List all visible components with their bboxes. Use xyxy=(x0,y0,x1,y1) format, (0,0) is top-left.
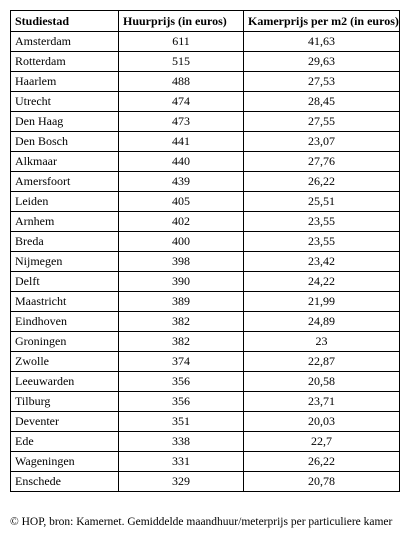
cell-city: Groningen xyxy=(11,332,119,352)
cell-price-per-m2: 27,76 xyxy=(244,152,400,172)
cell-rent: 331 xyxy=(119,452,244,472)
cell-price-per-m2: 41,63 xyxy=(244,32,400,52)
header-huurprijs: Huurprijs (in euros) xyxy=(119,11,244,32)
table-row xyxy=(11,212,400,232)
header-studiestad: Studiestad xyxy=(11,11,119,32)
cell-rent: 474 xyxy=(119,92,244,112)
cell-rent: 398 xyxy=(119,252,244,272)
cell-city: Breda xyxy=(11,232,119,252)
cell-price-per-m2: 25,51 xyxy=(244,192,400,212)
table-row xyxy=(11,372,400,392)
cell-city: Enschede xyxy=(11,472,119,492)
table-body xyxy=(11,32,400,492)
table-row xyxy=(11,312,400,332)
cell-rent: 488 xyxy=(119,72,244,92)
cell-rent: 374 xyxy=(119,352,244,372)
cell-city: Ede xyxy=(11,432,119,452)
cell-price-per-m2: 20,03 xyxy=(244,412,400,432)
cell-price-per-m2: 23,42 xyxy=(244,252,400,272)
cell-city: Den Bosch xyxy=(11,132,119,152)
cell-rent: 405 xyxy=(119,192,244,212)
table-row xyxy=(11,92,400,112)
cell-price-per-m2: 22,87 xyxy=(244,352,400,372)
table-row xyxy=(11,52,400,72)
cell-price-per-m2: 28,45 xyxy=(244,92,400,112)
cell-rent: 400 xyxy=(119,232,244,252)
cell-city: Utrecht xyxy=(11,92,119,112)
table-row xyxy=(11,132,400,152)
cell-rent: 515 xyxy=(119,52,244,72)
cell-price-per-m2: 29,63 xyxy=(244,52,400,72)
cell-rent: 356 xyxy=(119,372,244,392)
cell-city: Leiden xyxy=(11,192,119,212)
cell-city: Eindhoven xyxy=(11,312,119,332)
cell-price-per-m2: 23,55 xyxy=(244,212,400,232)
cell-price-per-m2: 20,58 xyxy=(244,372,400,392)
cell-rent: 473 xyxy=(119,112,244,132)
cell-city: Zwolle xyxy=(11,352,119,372)
cell-rent: 402 xyxy=(119,212,244,232)
header-kamerprijs-per-m2: Kamerprijs per m2 (in euros) xyxy=(244,11,400,32)
cell-city: Leeuwarden xyxy=(11,372,119,392)
cell-price-per-m2: 23,07 xyxy=(244,132,400,152)
cell-rent: 356 xyxy=(119,392,244,412)
cell-rent: 439 xyxy=(119,172,244,192)
cell-price-per-m2: 22,7 xyxy=(244,432,400,452)
cell-city: Tilburg xyxy=(11,392,119,412)
table-row xyxy=(11,112,400,132)
cell-city: Wageningen xyxy=(11,452,119,472)
source-caption: © HOP, bron: Kamernet. Gemiddelde maandhuur/meterprijs per particuliere kamer xyxy=(10,516,393,528)
cell-price-per-m2: 23,55 xyxy=(244,232,400,252)
cell-rent: 389 xyxy=(119,292,244,312)
cell-city: Alkmaar xyxy=(11,152,119,172)
cell-rent: 338 xyxy=(119,432,244,452)
cell-city: Haarlem xyxy=(11,72,119,92)
cell-city: Nijmegen xyxy=(11,252,119,272)
cell-rent: 382 xyxy=(119,312,244,332)
table-row xyxy=(11,272,400,292)
cell-city: Deventer xyxy=(11,412,119,432)
cell-price-per-m2: 26,22 xyxy=(244,452,400,472)
table-header xyxy=(11,11,400,32)
cell-price-per-m2: 24,89 xyxy=(244,312,400,332)
table-row xyxy=(11,192,400,212)
cell-city: Arnhem xyxy=(11,212,119,232)
table-row xyxy=(11,332,400,352)
table-row xyxy=(11,72,400,92)
cell-city: Amersfoort xyxy=(11,172,119,192)
table-row xyxy=(11,432,400,452)
cell-price-per-m2: 23,71 xyxy=(244,392,400,412)
table-row xyxy=(11,232,400,252)
table-row xyxy=(11,172,400,192)
table-row xyxy=(11,392,400,412)
rent-table xyxy=(10,10,400,492)
cell-city: Maastricht xyxy=(11,292,119,312)
table-row xyxy=(11,412,400,432)
cell-price-per-m2: 27,55 xyxy=(244,112,400,132)
cell-city: Rotterdam xyxy=(11,52,119,72)
cell-city: Amsterdam xyxy=(11,32,119,52)
table-row xyxy=(11,252,400,272)
cell-rent: 441 xyxy=(119,132,244,152)
cell-city: Delft xyxy=(11,272,119,292)
table-row xyxy=(11,352,400,372)
table-row xyxy=(11,452,400,472)
header-row xyxy=(11,11,400,32)
cell-price-per-m2: 21,99 xyxy=(244,292,400,312)
cell-price-per-m2: 23 xyxy=(244,332,400,352)
table-row xyxy=(11,32,400,52)
cell-price-per-m2: 24,22 xyxy=(244,272,400,292)
cell-rent: 351 xyxy=(119,412,244,432)
cell-rent: 382 xyxy=(119,332,244,352)
cell-rent: 390 xyxy=(119,272,244,292)
cell-rent: 329 xyxy=(119,472,244,492)
cell-price-per-m2: 26,22 xyxy=(244,172,400,192)
cell-city: Den Haag xyxy=(11,112,119,132)
cell-rent: 611 xyxy=(119,32,244,52)
table-row xyxy=(11,292,400,312)
table-row xyxy=(11,472,400,492)
cell-price-per-m2: 20,78 xyxy=(244,472,400,492)
rent-table-container xyxy=(10,10,399,492)
cell-price-per-m2: 27,53 xyxy=(244,72,400,92)
cell-rent: 440 xyxy=(119,152,244,172)
table-row xyxy=(11,152,400,172)
